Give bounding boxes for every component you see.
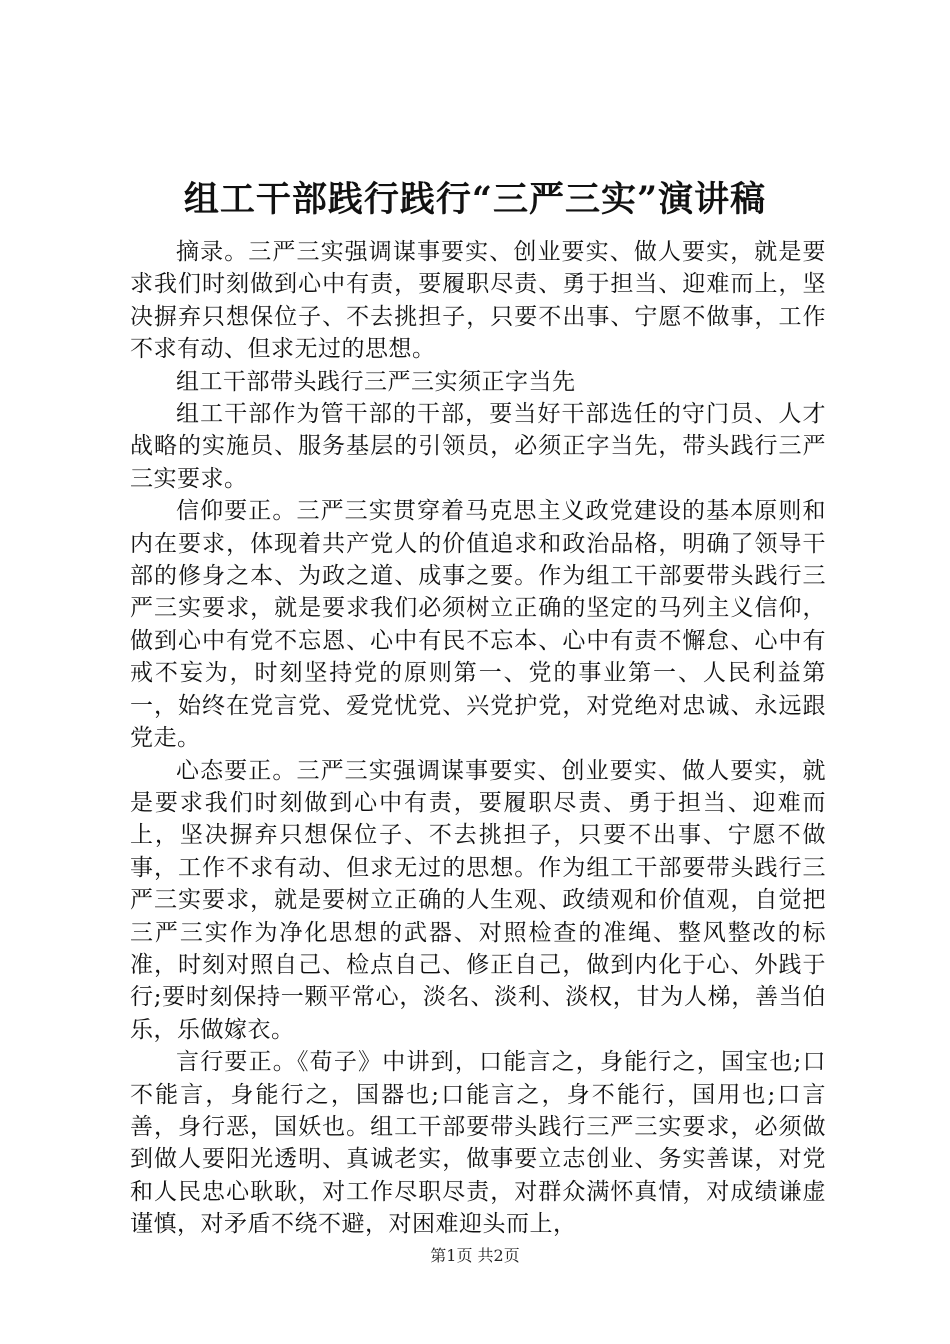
paragraph-heading: 组工干部带头践行三严三实须正字当先 [176, 368, 576, 395]
page-number-footer: 第1页 共2页 [430, 1246, 520, 1265]
paragraph-mindset: 心态要正。三严三实强调谋事要实、创业要实、做人要实，就是要求我们时刻做到心中有责，要履职尽责、勇于担当、迎难而上，坚决摒弃只想保位子、不去挑担子，只要不出事、宁愿不做事，工作不求有动、但求无过的思想。作为组工干部要带头践行三严三实要求，就是要树立正确的人生观、政绩观和价值观，自觉把三严三实作为净化思想的武器、对照检查的准绳、整风整改的标准，时刻对照自己、检点自己、修正自己，做到内化于心、外践于行;要时刻保持一颗平常心，淡名、淡利、淡权，甘为人梯，善当伯乐，乐做嫁衣。 [130, 757, 826, 1043]
document-title: 组工干部践行践行“三严三实”演讲稿 [183, 179, 767, 220]
document-body [130, 236, 826, 1241]
paragraph-abstract: 摘录。三严三实强调谋事要实、创业要实、做人要实，就是要求我们时刻做到心中有责，要履职尽责、勇于担当、迎难而上，坚决摒弃只想保位子、不去挑担子，只要不出事、宁愿不做事，工作不求有动、但求无过的思想。 [130, 239, 826, 363]
paragraph-conduct: 言行要正。《荀子》中讲到，口能言之，身能行之，国宝也;口不能言，身能行之，国器也;口能言之，身不能行，国用也;口言善，身行恶，国妖也。组工干部要带头践行三严三实要求，必须做到做人要阳光透明、真诚老实，做事要立志创业、务实善谋，对党和人民忠心耿耿，对工作尽职尽责，对群众满怀真情，对成绩谦虚谨慎，对矛盾不绕不避，对困难迎头而上， [130, 1049, 826, 1238]
paragraph-intro: 组工干部作为管干部的干部，要当好干部选任的守门员、人才战略的实施员、服务基层的引领员，必须正字当先，带头践行三严三实要求。 [130, 401, 826, 492]
paragraph-belief: 信仰要正。三严三实贯穿着马克思主义政党建设的基本原则和内在要求，体现着共产党人的价值追求和政治品格，明确了领导干部的修身之本、为政之道、成事之要。作为组工干部要带头践行三严三实要求，就是要求我们必须树立正确的坚定的马列主义信仰，做到心中有党不忘恩、心中有民不忘本、心中有责不懈怠、心中有戒不妄为，时刻坚持党的原则第一、党的事业第一、人民利益第一，始终在党言党、爱党忧党、兴党护党，对党绝对忠诚、永远跟党走。 [130, 498, 826, 752]
